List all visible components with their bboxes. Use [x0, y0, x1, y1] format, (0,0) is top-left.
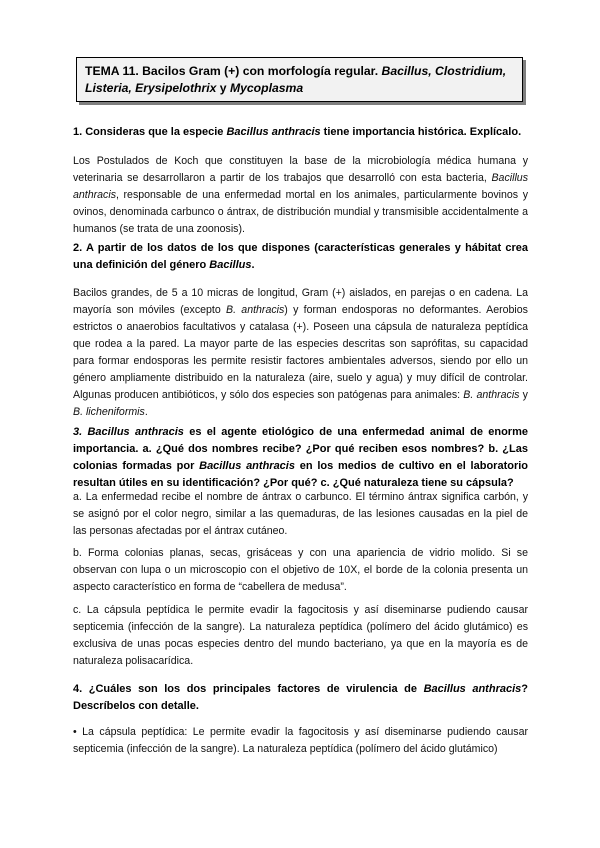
- question-4-text-b: ? Descríbelos con detalle.: [73, 683, 528, 712]
- question-1-species: Bacillus anthracis: [226, 126, 321, 138]
- answer-3c: c. La cápsula peptídica le permite evadir la fagocitosis y así diseminarse pudiendo causar septicemia (infección de la sangre). La naturaleza peptídica (polímero del ácido glutámico) es exclusiva de unas pocas especies dentro del mundo bacteriano, ya que en la mayoría es de naturaleza polisacarídica.: [73, 604, 528, 667]
- answer-2: [73, 285, 528, 421]
- answer-1-text-a: Los Postulados de Koch que constituyen la base de la microbiología médica humana y veterinaria se desarrollaron a partir de los trabajos que desarrolló con esta bacteria,: [73, 155, 528, 184]
- answer-2-text-b: ) y forman endosporas no deformantes. Aerobios estrictos o anaerobios facultativos y catalasa (+). Poseen una cápsula de naturaleza peptídica que rodea a la pared. La mayor parte de las especies descritas son saprófitas, su capacidad para formar endosporas les permite resistir factores ambientales adversos, siendo por ello un género ampliamente distribuido en la naturaleza (aire, suelo y agua) y muy difícil de controlar. Algunas producen antibióticos, y sólo dos especies son patógenas para animales:: [73, 304, 528, 401]
- answer-3a: a. La enfermedad recibe el nombre de ántrax o carbunco. El término ántrax significa carbón, y se asignó por el color negro, similar a las quemaduras, de las lesiones causadas en la piel de las personas afectadas por el ántrax cutáneo.: [73, 491, 528, 537]
- answer-2-text-d: .: [144, 406, 148, 418]
- answer-4: • La cápsula peptídica: Le permite evadir la fagocitosis y así diseminarse pudiendo causar septicemia (infección de la sangre). La naturaleza peptídica (polímero del ácido glutámico): [73, 726, 528, 755]
- question-2-genus: Bacillus: [209, 259, 252, 271]
- question-3-text-b: en los medios de cultivo en el laboratorio resultan útiles en su identificación? ¿Por qué? c. ¿Qué naturaleza tiene su cápsula?: [73, 460, 529, 489]
- title-genera-3: Mycoplasma: [229, 81, 304, 95]
- answer-2-species-1: B. anthracis: [226, 304, 285, 316]
- answer-2-species-2: B. anthracis: [463, 389, 520, 401]
- question-3: [73, 424, 528, 492]
- question-1-text-b: tiene importancia histórica. Explícalo.: [320, 126, 522, 138]
- answer-3b: b. Forma colonias planas, secas, grisáceas y con una apariencia de vidrio molido. Si se observan con lupa o un microscopio con el objetivo de 10X, el borde de la colonia presenta un aspecto característico en forma de “cabellera de medusa”.: [73, 547, 528, 593]
- question-1-text-a: 1. Consideras que la especie: [73, 126, 227, 138]
- question-2-text-b: .: [251, 259, 255, 271]
- question-4-text-a: 4. ¿Cuáles son los dos principales factores de virulencia de: [73, 683, 424, 695]
- answer-2-text-c: y: [519, 389, 528, 401]
- title-prefix: TEMA 11. Bacilos Gram (+) con morfología regular.: [85, 64, 382, 78]
- title-conj: y: [216, 81, 230, 95]
- answer-2-species-3: B. licheniformis: [73, 406, 145, 418]
- question-2-text-a: 2. A partir de los datos de los que dispones (características generales y hábitat crea una definición del género: [73, 242, 528, 271]
- question-3-species-1: 3. Bacillus anthracis: [73, 426, 184, 438]
- topic-title-box: [76, 57, 523, 102]
- question-1: [73, 124, 528, 141]
- question-3-text-a: es el agente etiológico de una enfermedad animal de enorme importancia. a. ¿Qué dos nombres recibe? ¿Por qué reciben esos nombres? b. ¿Las colonias formadas por: [73, 426, 528, 472]
- answer-2-text-a: Bacilos grandes, de 5 a 10 micras de longitud, Gram (+) aislados, en parejas o en cadena. La mayoría son móviles (excepto: [73, 287, 528, 316]
- title-genera-2: Listeria, Erysipelothrix: [85, 81, 217, 95]
- question-4-species: Bacillus anthracis: [423, 683, 522, 695]
- question-4: [73, 681, 528, 715]
- answer-1-species: Bacillus anthracis: [73, 172, 528, 201]
- answer-1-text-b: , responsable de una enfermedad mortal en los animales, particularmente bovinos y ovinos, denominada carbunco o ántrax, de distribución mundial y transmisible accidentalmente a humanos (se trata de una zoonosis).: [73, 189, 528, 235]
- title-genera-1: Bacillus, Clostridium,: [381, 64, 507, 78]
- question-2: [73, 240, 528, 274]
- answer-1: [73, 153, 528, 238]
- question-3-species-2: Bacillus anthracis: [199, 460, 295, 472]
